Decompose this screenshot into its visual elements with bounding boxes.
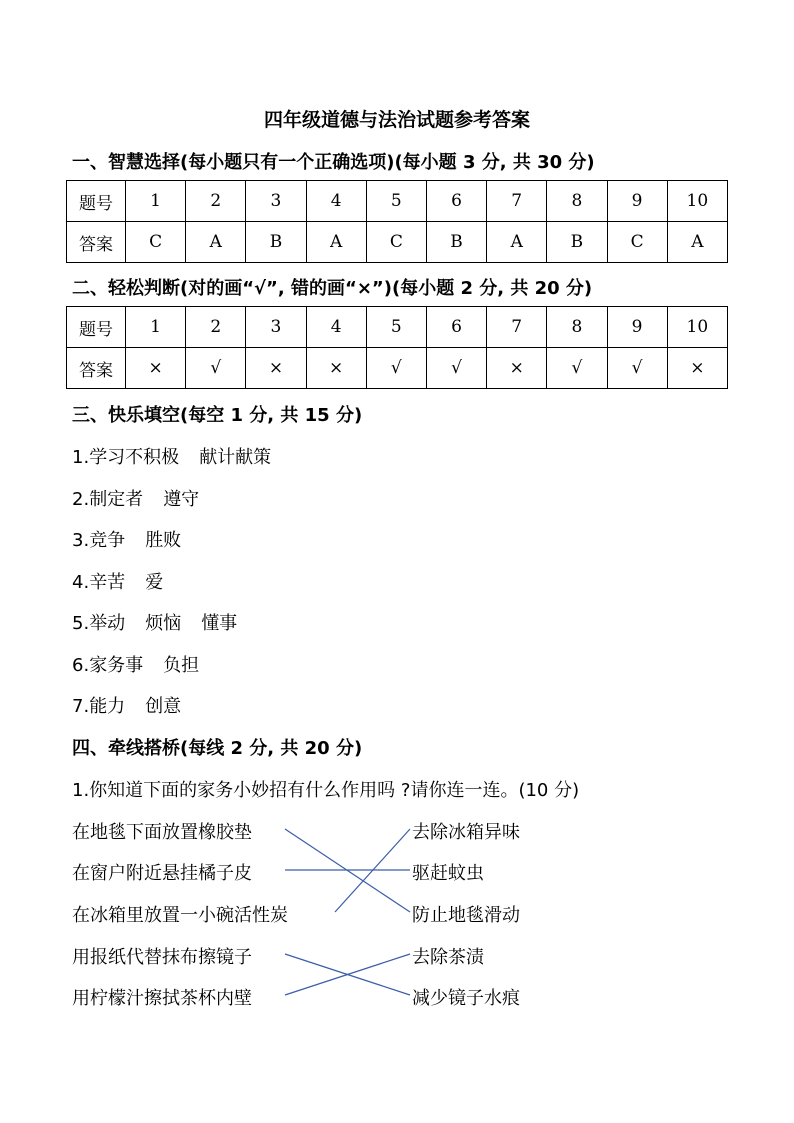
right-item: 减少镜子水痕 (412, 988, 520, 1009)
question-number: 6 (426, 181, 486, 222)
page-title: 四年级道德与法治试题参考答案 (263, 109, 530, 131)
row-label-question: 题号 (67, 307, 126, 348)
answer-cell: √ (186, 348, 246, 389)
answer-cell: B (426, 222, 486, 263)
answer-cell: C (366, 222, 426, 263)
question-number: 7 (487, 307, 547, 348)
answer-cell: × (306, 348, 366, 389)
item-number: 1. (72, 447, 90, 468)
section4-heading: 四、牵线搭桥(每线 2 分, 共 20 分) (72, 738, 363, 759)
matching-question: 1.你知道下面的家务小妙招有什么作用吗 ?请你连一连。(10 分) (72, 780, 580, 801)
answer-cell: × (126, 348, 186, 389)
answer-word: 创意 (145, 696, 182, 717)
section3-heading: 三、快乐填空(每空 1 分, 共 15 分) (72, 405, 363, 426)
item-number: 3. (72, 530, 90, 551)
question-number: 1 (126, 307, 186, 348)
answer-cell: × (487, 348, 547, 389)
answer-word: 胜败 (145, 530, 182, 551)
answer-cell: C (607, 222, 667, 263)
answer-word: 家务事 (89, 655, 144, 676)
answer-cell: C (126, 222, 186, 263)
answer-cell: √ (607, 348, 667, 389)
answer-word: 学习不积极 (89, 447, 180, 468)
item-number: 4. (72, 572, 90, 593)
question-number: 8 (547, 307, 607, 348)
question-number: 2 (186, 181, 246, 222)
question-number: 7 (487, 181, 547, 222)
answer-cell: × (246, 348, 306, 389)
question-number: 4 (306, 307, 366, 348)
left-item: 用柠檬汁擦拭茶杯内壁 (72, 988, 252, 1009)
answer-word: 制定者 (89, 489, 144, 510)
answer-word: 献计献策 (199, 447, 272, 468)
answer-cell: B (547, 222, 607, 263)
answer-cell: √ (547, 348, 607, 389)
answer-word: 竞争 (89, 530, 126, 551)
answer-word: 爱 (145, 572, 164, 593)
answer-cell: A (306, 222, 366, 263)
row-label-answer: 答案 (67, 222, 126, 263)
question-number: 1 (126, 181, 186, 222)
item-number: 2. (72, 489, 90, 510)
left-item: 在窗户附近悬挂橘子皮 (72, 863, 252, 884)
question-number: 4 (306, 181, 366, 222)
item-number: 6. (72, 655, 90, 676)
answer-cell: × (667, 348, 727, 389)
question-number: 10 (667, 307, 727, 348)
answer-cell: √ (366, 348, 426, 389)
row-label-question: 题号 (67, 181, 126, 222)
item-number: 7. (72, 696, 90, 717)
answer-cell: A (667, 222, 727, 263)
row-label-answer: 答案 (67, 348, 126, 389)
item-number: 5. (72, 613, 90, 634)
right-item: 驱赶蚊虫 (412, 863, 484, 884)
answer-cell: √ (426, 348, 486, 389)
question-number: 9 (607, 307, 667, 348)
answer-cell: A (487, 222, 547, 263)
answer-cell: A (186, 222, 246, 263)
answer-word: 懂事 (201, 613, 238, 634)
question-number: 2 (186, 307, 246, 348)
question-number: 5 (366, 181, 426, 222)
question-number: 9 (607, 181, 667, 222)
right-item: 去除冰箱异味 (412, 822, 520, 843)
answer-word: 辛苦 (89, 572, 126, 593)
answer-word: 能力 (89, 696, 126, 717)
answer-word: 举动 (89, 613, 126, 634)
answer-word: 烦恼 (145, 613, 182, 634)
section2-heading: 二、轻松判断(对的画“√”, 错的画“×”)(每小题 2 分, 共 20 分) (72, 278, 593, 299)
answer-word: 负担 (163, 655, 200, 676)
question-number: 5 (366, 307, 426, 348)
question-number: 8 (547, 181, 607, 222)
question-number: 3 (246, 307, 306, 348)
section1-heading: 一、智慧选择(每小题只有一个正确选项)(每小题 3 分, 共 30 分) (72, 152, 595, 173)
right-item: 去除茶渍 (412, 947, 484, 968)
answer-cell: B (246, 222, 306, 263)
question-number: 3 (246, 181, 306, 222)
left-item: 用报纸代替抹布擦镜子 (72, 947, 252, 968)
right-item: 防止地毯滑动 (412, 905, 520, 926)
answer-word: 遵守 (163, 489, 200, 510)
left-item: 在冰箱里放置一小碗活性炭 (72, 905, 288, 926)
question-number: 10 (667, 181, 727, 222)
question-number: 6 (426, 307, 486, 348)
left-item: 在地毯下面放置橡胶垫 (72, 822, 252, 843)
